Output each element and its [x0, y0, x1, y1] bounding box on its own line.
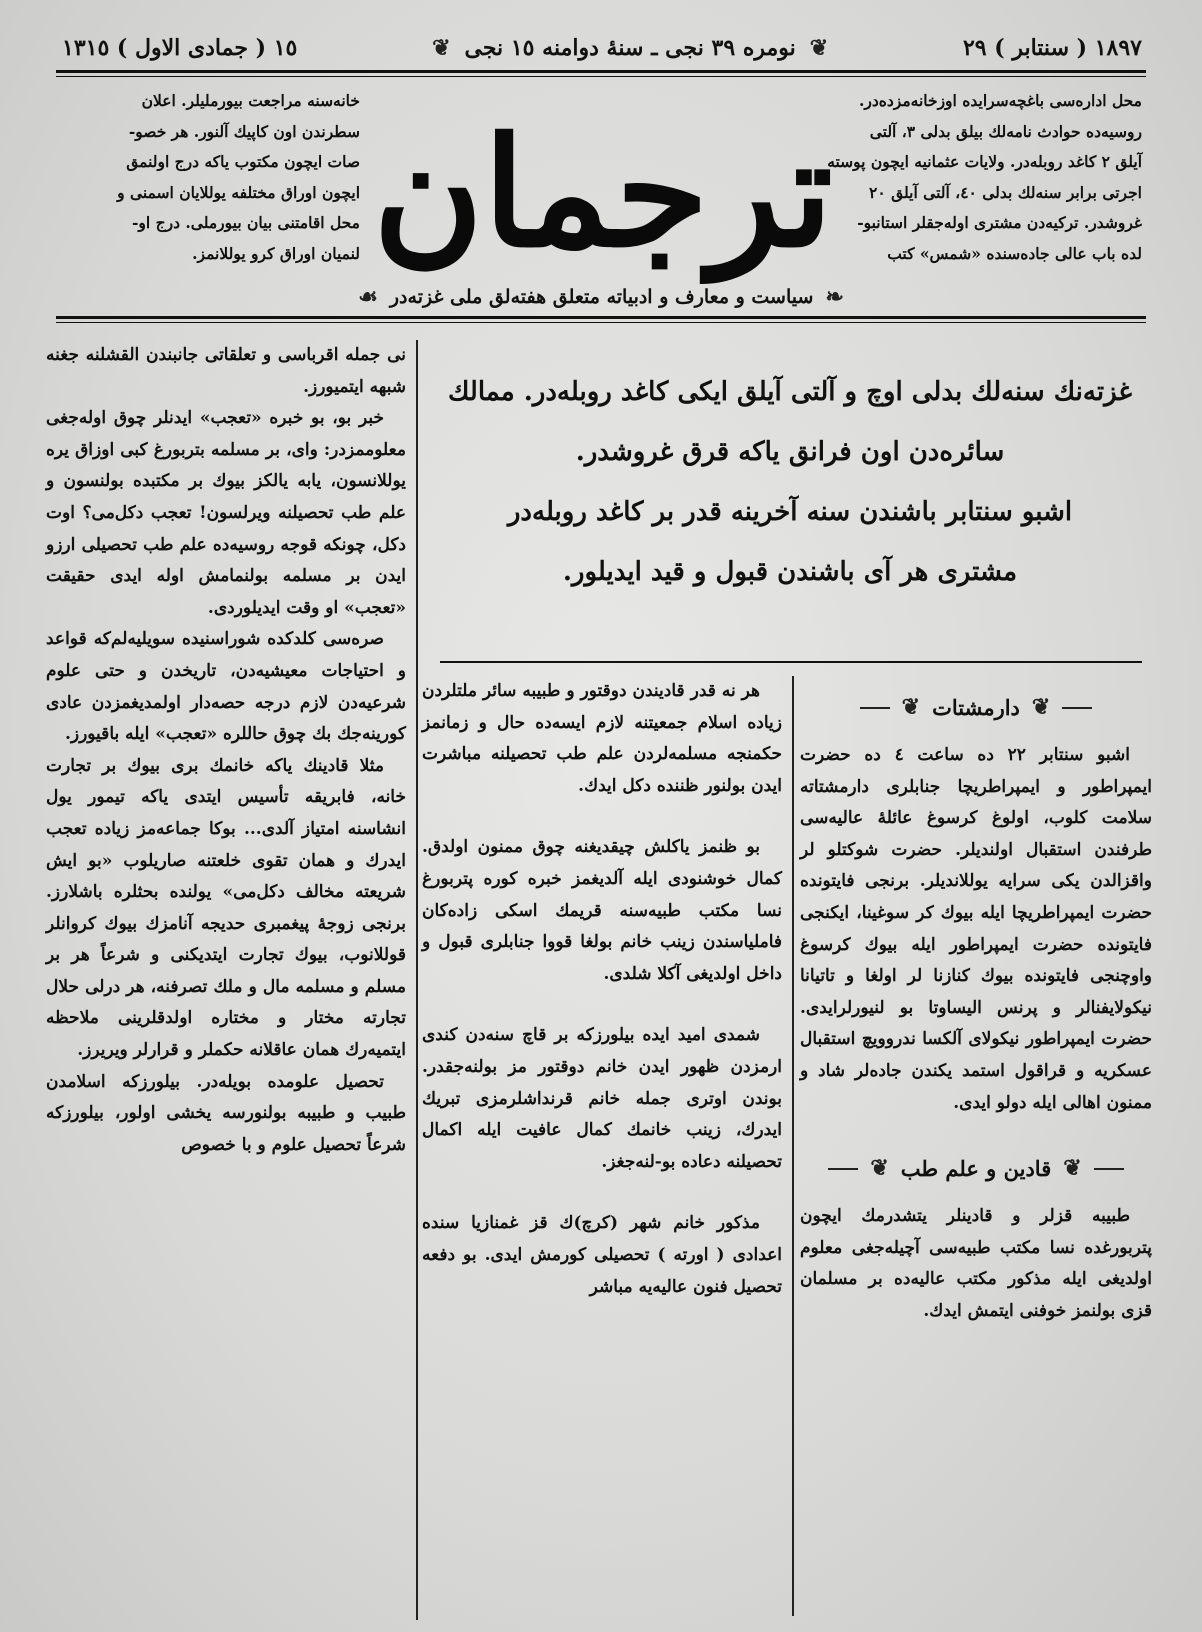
paragraph-spacer	[422, 990, 782, 1020]
column-left	[46, 340, 406, 1620]
article-paragraph: هر نه قدر قادیندن دوقتور و طبیبه سائر ملتلردن زیاده اسلام جمعیتنه لازم ایسه‌ده حال و زمانمز حکمنجه مسلمه‌لردن علم طب تحصیلنه مباشرت ایدن بولنور ظننده دکل ایدك.	[422, 681, 782, 796]
masthead-bottom-rule	[56, 316, 1146, 319]
article-paragraph: خبر بو، بو خبره «تعجب» ایدنلر چوق اوله‌جغی معلوممزدر: وای، بر مسلمه بتربورغ کبی اوزاق یره یوللانسون، یابه یالکز بیوك بر مکتبده بولنسون و علم طب تحصیلنه ویرلسون! تعجب دکل‌می؟ اوت دکل، چونکه قوجه روسیه‌ده علم طب تحصیلی ارزو ایدن بر مسلمه بولنمامش اوله ایدی حقیقت «تعجب» او وقت ایدیلوردی.	[46, 408, 406, 618]
heading-dash	[860, 707, 890, 709]
masthead-bottom-rule-thin	[56, 322, 1146, 323]
fleuron-ornament-icon: ❦	[901, 694, 921, 721]
section-heading-text: قادین و علم طب	[900, 1156, 1052, 1182]
masthead-title: ترجمان	[373, 105, 833, 281]
notice-line: ایچون اوراق مختلفه یوللایان اسمنی و	[117, 182, 360, 202]
masthead-notice-right	[786, 86, 1142, 269]
section-heading-text: دارمشتات	[932, 695, 1020, 721]
section-heading-darmstadt	[800, 676, 1152, 740]
column-middle	[422, 676, 782, 1616]
announcement-rule	[440, 661, 1142, 663]
fleuron-ornament-icon: ❧	[825, 284, 844, 310]
subtitle-text: سیاست و معارف و ادبیاته متعلق هفته‌لق ملی غزته‌در	[389, 286, 814, 308]
announcement-line: غزته‌نك سنه‌لك بدلی اوچ و آلتی آیلق ایکی کاغد روبله‌در. ممالك	[447, 377, 1133, 407]
notice-line: غروشدر. ترکیه‌دن مشتری اوله‌جقلر استانبو-	[857, 213, 1142, 232]
subscription-announcement	[428, 362, 1152, 602]
announcement-line: سائره‌دن اون فرانق یاکه قرق غروشدر.	[575, 437, 1005, 467]
fleuron-ornament-icon: ❦	[809, 35, 829, 61]
fleuron-ornament-icon: ❦	[1063, 1155, 1082, 1182]
notice-line: آیلق ٢ کاغد روبله‌در. ولایات عثمانیه ایچون پوسته	[827, 152, 1142, 171]
dateline-issue-block	[432, 35, 828, 61]
notice-line: محل اقامتنی بیان بیورملی. درج او-	[132, 213, 360, 232]
dateline-hijri-date: ١٥ ( جمادی الاول ) ١٣١٥	[62, 35, 298, 61]
heading-dash	[828, 1168, 858, 1170]
dateline-gregorian-date: ١٨٩٧ ( سنتابر ) ٢٩	[962, 35, 1142, 61]
article-paragraph: اشبو سنتابر ٢٢ ده ساعت ٤ ده حضرت ایمپراطور و ایمپراطریچا جنابلری دارمشتاته سلامت کلوب، اولوغ کرسوغ عائلهٔ عالیه‌سی طرفندن استقبال اولندیلر. حضرت شوکتلو لر واقزالدن یکی سرایه یوللاندیلر. برنجی فایتونده حضرت ایمپراطریچا ایله بیوك کر سوغینا، ایکنجی فایتونده حضرت ایمپراطور ایله بیوك کرسوغ واوچنجی فایتونده بیوك کنازنا لر اولغا و تاتیانا نیکولایفنالر و پرنس الیساوتا بو لنیورلرایدی. حضرت ایمپراطور نیکولای آلکسا ندروویچ استقبال عسکریه و قراقول استمد یکندن جاده‌لر شاد و ممنون اهالی ایله دولو ایدی.	[800, 745, 1152, 1113]
notice-line: لده باب عالی جاده‌سنده «شمس» کتب	[887, 243, 1142, 263]
article-paragraph: صره‌سی کلدکده شوراسنیده سویلیه‌لم‌که قواعد و احتیاجات معیشیه‌دن، تاریخدن و حتی علوم شرعیه‌دن لازم درجه حصه‌دار اولمدیغمزدن عادی کورینه‌جك بك چوق حاللره «تعجب» ایله باقیورز.	[46, 629, 406, 745]
masthead-notice-left	[60, 86, 360, 269]
notice-line: صات ایچون مکتوب یاکه درج اولنمق	[126, 152, 360, 171]
article-paragraph: مذکور خانم شهر (کرچ)‌ك قز غمنازیا سنده اعدادی ( اورته ) تحصیلی کورمش ایدی. بو دفعه تحصیل فنون عالیه‌یه مباشر	[422, 1213, 782, 1297]
article-paragraph: طبیبه قزلر و قادینلر یتشدرمك ایچون پتربورغده نسا مکتب طبیه‌سی آچیله‌جغی معلوم اولدیغی ایله مذکور مکتب عالیه‌ده بر مسلمان قزی بولنمز خوفنی ایتمش ایدك.	[800, 1206, 1152, 1321]
article-paragraph: مثلا قادینك یاکه خانمك بری بیوك بر تجارت خانه، فابریقه تأسیس ایتدی یاکه تیمور یول انشاسنه امتیاز آلدی... بوکا جماعه‌مز زیاده تعجب ایدرك و همان تقوی خلعتنه صاریلوب «بو ایش شریعته مخالف دکل‌می» یولنده بحثلره باشلارز. برنجی زوجهٔ پیغمبری حدیجه آنامزك بیوك کروانلر قوللانوب، بیوك تجارت ایتدیکنی و شرعاً هر بر مسلم و مسلمه مال و ملك تصرفنه، هر درلی حلال تجارته مختار و مختاره اولدقلرینی ملاحظه ایتمیه‌رك همان عاقلانه حکملر و قرارلر ویریرز.	[46, 755, 406, 1061]
top-rule	[56, 70, 1146, 73]
fleuron-ornament-icon: ❦	[870, 1155, 889, 1182]
dateline	[62, 28, 1142, 68]
article-paragraph: تحصیل علومده بویله‌در. بیلورزکه اسلامدن طبیب و طبیبه بولنورسه یخشی اولور، بیلورزکه شرعاً تحصیل علوم و با خصوص	[46, 1071, 406, 1155]
fleuron-ornament-icon: ❦	[1031, 694, 1051, 721]
paragraph-spacer	[422, 802, 782, 832]
article-paragraph: بو ظنمز یاکلش چیقدیغنه چوق ممنون اولدق. کمال خوشنودی ایله آلدیغمز خبره کوره پتربورغ نسا مکتب طبیه‌سنه قریمك اسکی زاده‌کان فاملیاسندن زینب خانم بولغا قووا جنابلری قبول و داخل اولدیغی آکلا شلدی.	[422, 837, 782, 984]
notice-line: لنمیان اوراق کرو یوللانمز.	[192, 243, 360, 263]
column-divider	[792, 676, 794, 1616]
notice-line: سطرندن اون کاپیك آلنور. هر خصو-	[128, 121, 360, 141]
heading-dash	[1062, 707, 1092, 709]
notice-line: اجرتی برابر سنه‌لك بدلی ٤٠، آلتی آیلق ٢٠	[869, 182, 1142, 202]
article-paragraph: شمدی امید ایده بیلورزکه بر قاچ سنه‌دن کندی ارمزدن ظهور ایدن خانم دوقتور مز بولنه‌جقدر. بوندن اوتری جمله خانم قرنداشلرمزی تبریك ایدرك، زینب خانمك کمال عافیت ایله اکمال تحصیلنه دعاده بو-لنه‌جغز.	[422, 1025, 782, 1172]
fleuron-ornament-icon: ☙	[358, 284, 378, 310]
masthead-subtitle	[60, 280, 1142, 314]
top-rule-thin	[56, 76, 1146, 77]
announcement-line: اشبو سنتابر باشندن سنه آخرینه قدر بر کاغد روبله‌در	[507, 497, 1073, 527]
article-paragraph: نی جمله اقرباسی و تعلقاتی جانبندن القشلنه جغنه شبهه ایتمیورز.	[46, 345, 406, 397]
column-divider	[416, 340, 418, 1620]
notice-line: محل اداره‌سی باغچه‌سرایده اوزخانه‌مزده‌در.	[858, 91, 1142, 110]
column-right	[800, 676, 1152, 1616]
notice-line: خانه‌سنه مراجعت بیورملیلر. اعلان	[141, 91, 360, 110]
fleuron-ornament-icon: ❦	[432, 35, 451, 61]
announcement-line: مشتری هر آی باشندن قبول و قید ایدیلور.	[562, 557, 1018, 587]
paragraph-spacer	[422, 1178, 782, 1208]
dateline-issue-number: نومره ٣٩ نجی ـ سنهٔ دوامنه ١٥ نجی	[464, 35, 796, 61]
heading-dash	[1094, 1168, 1124, 1170]
notice-line: روسیه‌ده حوادث نامه‌لك بیلق بدلی ٣، آلتی	[869, 121, 1142, 141]
section-heading-women-medicine	[800, 1137, 1152, 1201]
